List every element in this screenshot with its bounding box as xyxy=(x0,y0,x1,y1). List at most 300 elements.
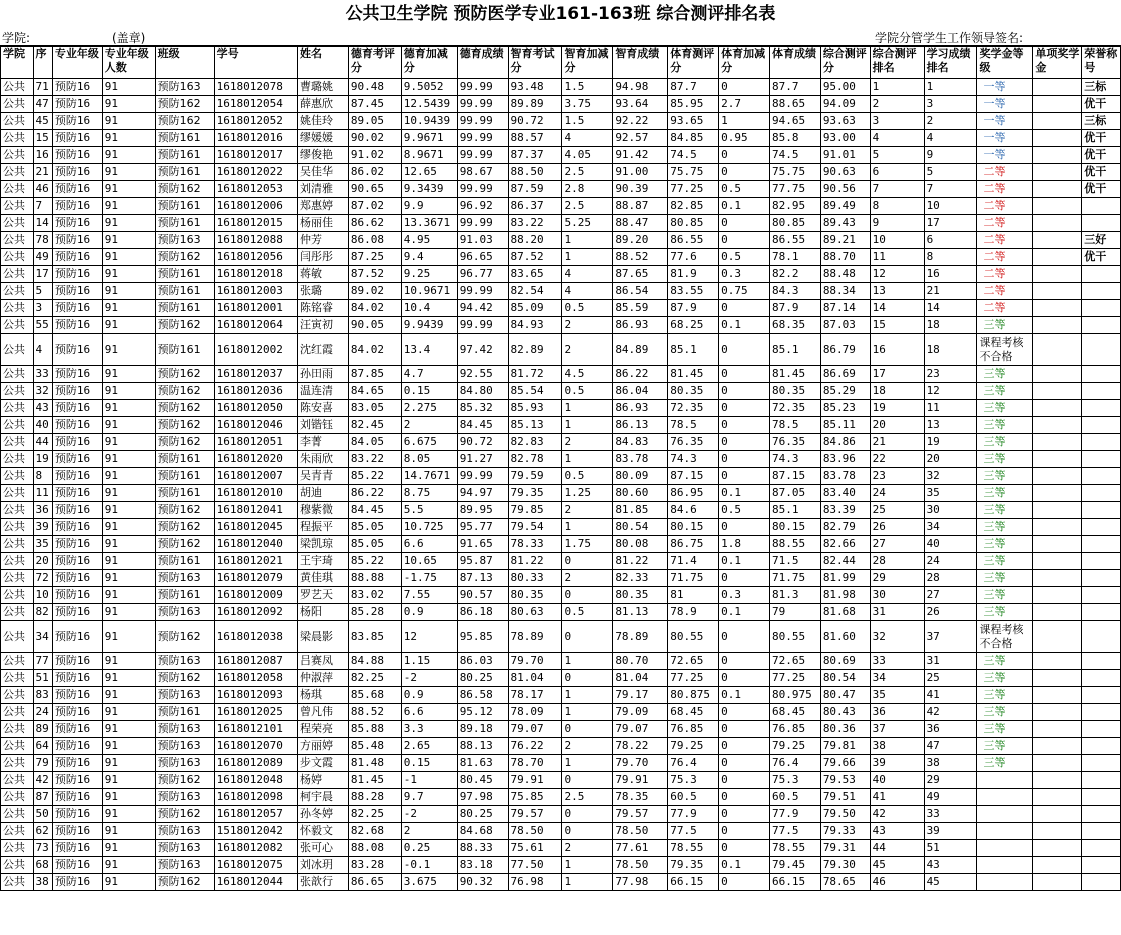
table-cell: 8.05 xyxy=(401,451,457,468)
table-cell: 86.93 xyxy=(613,400,668,417)
table-cell: 77.9 xyxy=(668,806,719,823)
table-cell: 步文霞 xyxy=(298,755,349,772)
table-cell: 51 xyxy=(33,670,52,687)
table-cell: 仲淑萍 xyxy=(298,670,349,687)
table-cell xyxy=(1033,704,1082,721)
table-cell: 80.70 xyxy=(613,653,668,670)
table-row xyxy=(1,604,1121,621)
table-cell: 三等 xyxy=(977,570,1033,587)
table-cell: 94.09 xyxy=(820,96,870,113)
table-cell: 99.99 xyxy=(457,79,508,96)
table-cell: 75.3 xyxy=(668,772,719,789)
table-cell: 预防16 xyxy=(52,249,102,266)
table-cell: 91 xyxy=(102,519,155,536)
table-cell: 预防163 xyxy=(155,232,214,249)
table-cell xyxy=(1082,451,1121,468)
table-cell: 91 xyxy=(102,468,155,485)
table-cell: 预防163 xyxy=(155,840,214,857)
table-cell: 96.92 xyxy=(457,198,508,215)
column-header: 智育考试分 xyxy=(508,47,562,79)
table-cell: 预防162 xyxy=(155,806,214,823)
table-cell: 72.35 xyxy=(668,400,719,417)
table-cell: 公共 xyxy=(1,823,34,840)
table-cell: 76.85 xyxy=(668,721,719,738)
table-cell: 83.05 xyxy=(348,400,401,417)
table-cell xyxy=(1082,738,1121,755)
table-cell: 0 xyxy=(562,621,613,653)
table-cell: 预防161 xyxy=(155,283,214,300)
table-cell: 72.65 xyxy=(769,653,820,670)
table-cell: 1618012101 xyxy=(214,721,297,738)
table-cell: 黄佳琪 xyxy=(298,570,349,587)
table-cell: -2 xyxy=(401,670,457,687)
table-cell: 刘锴钰 xyxy=(298,417,349,434)
table-cell: 16 xyxy=(33,147,52,164)
table-cell xyxy=(1033,113,1082,130)
table-cell: 91 xyxy=(102,130,155,147)
table-cell: 预防163 xyxy=(155,721,214,738)
table-cell: 1618012016 xyxy=(214,130,297,147)
table-cell: 89.02 xyxy=(348,283,401,300)
table-cell: 1618012051 xyxy=(214,434,297,451)
table-cell: 三等 xyxy=(977,587,1033,604)
table-cell: 91 xyxy=(102,198,155,215)
table-cell: 42 xyxy=(870,806,924,823)
table-cell: 80.54 xyxy=(613,519,668,536)
table-row xyxy=(1,266,1121,283)
table-cell: 79.91 xyxy=(613,772,668,789)
table-cell: 86.55 xyxy=(769,232,820,249)
table-cell: 预防16 xyxy=(52,417,102,434)
table-cell: 49 xyxy=(924,789,977,806)
table-cell: 0 xyxy=(719,334,770,366)
table-cell xyxy=(977,840,1033,857)
table-cell xyxy=(1033,249,1082,266)
table-cell: 3 xyxy=(924,96,977,113)
table-cell: 91 xyxy=(102,772,155,789)
table-cell: 0 xyxy=(719,79,770,96)
table-cell: 预防161 xyxy=(155,704,214,721)
column-header: 班级 xyxy=(155,47,214,79)
table-cell: 30 xyxy=(870,587,924,604)
table-cell: 9.25 xyxy=(401,266,457,283)
table-cell: 81.04 xyxy=(508,670,562,687)
table-cell: 78.65 xyxy=(820,874,870,891)
table-cell: 87.14 xyxy=(820,300,870,317)
table-cell: 80.55 xyxy=(769,621,820,653)
table-cell: 32 xyxy=(33,383,52,400)
table-cell: 公共 xyxy=(1,181,34,198)
table-cell: 预防162 xyxy=(155,181,214,198)
table-cell: 84.05 xyxy=(348,434,401,451)
table-row xyxy=(1,198,1121,215)
table-cell xyxy=(1033,164,1082,181)
table-cell: 66.15 xyxy=(668,874,719,891)
table-cell: 84.02 xyxy=(348,334,401,366)
table-cell xyxy=(1082,789,1121,806)
table-row xyxy=(1,283,1121,300)
column-header: 体育加减分 xyxy=(719,47,770,79)
table-cell: 0 xyxy=(719,400,770,417)
table-cell: 预防161 xyxy=(155,130,214,147)
table-cell: 78.09 xyxy=(508,704,562,721)
table-cell: 预防161 xyxy=(155,266,214,283)
table-cell: 张璐 xyxy=(298,283,349,300)
table-cell: 0 xyxy=(719,417,770,434)
table-cell: 82.68 xyxy=(348,823,401,840)
table-cell: 公共 xyxy=(1,164,34,181)
table-cell: 92.55 xyxy=(457,366,508,383)
table-cell: 张可心 xyxy=(298,840,349,857)
table-row xyxy=(1,147,1121,164)
table-cell: 79.85 xyxy=(508,502,562,519)
table-cell: 83.85 xyxy=(348,621,401,653)
table-cell: -2 xyxy=(401,806,457,823)
table-cell: 公共 xyxy=(1,366,34,383)
table-cell: 0.3 xyxy=(719,587,770,604)
table-cell xyxy=(1082,266,1121,283)
table-cell: 23 xyxy=(924,366,977,383)
table-cell: 45 xyxy=(33,113,52,130)
table-cell: 49 xyxy=(33,249,52,266)
table-cell: 80.975 xyxy=(769,687,820,704)
table-cell: 缪媛媛 xyxy=(298,130,349,147)
table-cell: 91 xyxy=(102,164,155,181)
table-cell: 0.5 xyxy=(719,502,770,519)
table-cell: 0 xyxy=(562,553,613,570)
table-cell: 10 xyxy=(924,198,977,215)
table-cell: 82.78 xyxy=(508,451,562,468)
table-row xyxy=(1,317,1121,334)
table-cell: 77.5 xyxy=(668,823,719,840)
table-cell: 三等 xyxy=(977,468,1033,485)
table-cell: 1618012093 xyxy=(214,687,297,704)
table-cell: 78.50 xyxy=(508,823,562,840)
table-cell: 1618012040 xyxy=(214,536,297,553)
table-cell: 优干 xyxy=(1082,181,1121,198)
table-cell: 预防161 xyxy=(155,198,214,215)
table-cell: 39 xyxy=(870,755,924,772)
table-cell xyxy=(1033,721,1082,738)
table-cell xyxy=(1082,383,1121,400)
table-cell: 81.45 xyxy=(348,772,401,789)
table-cell xyxy=(1082,434,1121,451)
table-cell: 60.5 xyxy=(769,789,820,806)
table-cell: 91 xyxy=(102,502,155,519)
table-cell: 三等 xyxy=(977,317,1033,334)
table-cell: 10.9439 xyxy=(401,113,457,130)
table-cell: 82.83 xyxy=(508,434,562,451)
table-cell: 0 xyxy=(719,755,770,772)
table-cell: 83.02 xyxy=(348,587,401,604)
table-cell: 1618012058 xyxy=(214,670,297,687)
table-title: 公共卫生学院 预防医学专业161-163班 综合测评排名表 xyxy=(345,4,776,24)
table-cell: 91.01 xyxy=(820,147,870,164)
table-cell: 预防163 xyxy=(155,857,214,874)
table-row xyxy=(1,164,1121,181)
table-cell: 预防16 xyxy=(52,687,102,704)
table-cell: 公共 xyxy=(1,570,34,587)
table-cell: 10.4 xyxy=(401,300,457,317)
table-cell: 79.35 xyxy=(508,485,562,502)
table-cell: 91 xyxy=(102,806,155,823)
table-cell: 预防16 xyxy=(52,164,102,181)
table-cell: 预防16 xyxy=(52,366,102,383)
table-cell: 95.77 xyxy=(457,519,508,536)
table-row xyxy=(1,823,1121,840)
table-cell: 91.42 xyxy=(613,147,668,164)
table-cell: 0 xyxy=(719,670,770,687)
table-cell: 二等 xyxy=(977,181,1033,198)
table-cell: 89.43 xyxy=(820,215,870,232)
table-cell: 3.675 xyxy=(401,874,457,891)
table-cell xyxy=(1033,215,1082,232)
table-cell: 93.64 xyxy=(613,96,668,113)
table-cell: 0 xyxy=(719,704,770,721)
table-cell: 85.1 xyxy=(668,334,719,366)
table-cell: 预防16 xyxy=(52,300,102,317)
table-cell: 4.7 xyxy=(401,366,457,383)
table-cell: 40 xyxy=(870,772,924,789)
table-cell: 88.20 xyxy=(508,232,562,249)
table-cell: 80.45 xyxy=(457,772,508,789)
table-cell: 79.25 xyxy=(769,738,820,755)
table-cell: 83.96 xyxy=(820,451,870,468)
table-cell: 0 xyxy=(719,570,770,587)
table-cell: 13 xyxy=(870,283,924,300)
table-cell: 87.03 xyxy=(820,317,870,334)
table-cell: 14.7671 xyxy=(401,468,457,485)
table-cell: 0 xyxy=(719,434,770,451)
table-cell: 1618012092 xyxy=(214,604,297,621)
table-cell: 87.52 xyxy=(508,249,562,266)
table-cell: 10 xyxy=(870,232,924,249)
table-cell: 12 xyxy=(870,266,924,283)
table-cell: 0.1 xyxy=(719,553,770,570)
table-cell: 0 xyxy=(719,621,770,653)
table-cell: 预防162 xyxy=(155,670,214,687)
table-cell: 79.57 xyxy=(508,806,562,823)
table-cell: 86.65 xyxy=(348,874,401,891)
table-cell xyxy=(1082,857,1121,874)
table-row xyxy=(1,502,1121,519)
table-row xyxy=(1,738,1121,755)
table-cell: 79.30 xyxy=(820,857,870,874)
table-cell: 84.93 xyxy=(508,317,562,334)
table-cell: 三等 xyxy=(977,604,1033,621)
table-cell: 83 xyxy=(33,687,52,704)
table-cell: 80.35 xyxy=(613,587,668,604)
table-cell: 孙田雨 xyxy=(298,366,349,383)
table-cell: 预防16 xyxy=(52,198,102,215)
table-cell xyxy=(1082,366,1121,383)
table-cell: 预防163 xyxy=(155,687,214,704)
table-cell: 88.65 xyxy=(769,96,820,113)
column-header: 综合测评分 xyxy=(820,47,870,79)
table-cell: 梁晨影 xyxy=(298,621,349,653)
table-cell: 公共 xyxy=(1,383,34,400)
column-header: 序 xyxy=(33,47,52,79)
table-cell: 三等 xyxy=(977,721,1033,738)
table-cell: 42 xyxy=(33,772,52,789)
table-cell: 2 xyxy=(401,823,457,840)
table-cell: 0 xyxy=(719,874,770,891)
table-cell: 2 xyxy=(562,738,613,755)
table-cell: 64 xyxy=(33,738,52,755)
table-cell: 78.5 xyxy=(769,417,820,434)
table-cell: 一等 xyxy=(977,113,1033,130)
table-cell: 82.79 xyxy=(820,519,870,536)
table-cell: 74.3 xyxy=(769,451,820,468)
table-cell: 18 xyxy=(870,383,924,400)
table-row xyxy=(1,570,1121,587)
table-row xyxy=(1,400,1121,417)
table-cell: 86.93 xyxy=(613,317,668,334)
table-cell: 预防162 xyxy=(155,366,214,383)
table-row xyxy=(1,232,1121,249)
table-cell: 4 xyxy=(562,130,613,147)
table-cell xyxy=(1033,772,1082,789)
table-cell xyxy=(1082,317,1121,334)
table-cell: 1 xyxy=(562,232,613,249)
table-cell: 78.50 xyxy=(613,823,668,840)
table-cell: 0.9 xyxy=(401,604,457,621)
table-cell: 三等 xyxy=(977,519,1033,536)
table-cell: 预防16 xyxy=(52,317,102,334)
column-header: 奖学金等级 xyxy=(977,47,1033,79)
table-cell: 90.72 xyxy=(508,113,562,130)
table-cell: 89.89 xyxy=(508,96,562,113)
table-cell: 1.25 xyxy=(562,485,613,502)
table-cell: 2.8 xyxy=(562,181,613,198)
table-cell: 28 xyxy=(870,553,924,570)
table-cell: 85.59 xyxy=(613,300,668,317)
table-cell: 4 xyxy=(562,283,613,300)
table-cell xyxy=(1033,198,1082,215)
table-cell: 1618012037 xyxy=(214,366,297,383)
table-cell: 80.69 xyxy=(820,653,870,670)
table-cell: 84.83 xyxy=(613,434,668,451)
table-cell: 1 xyxy=(562,755,613,772)
table-row xyxy=(1,806,1121,823)
table-cell: 30 xyxy=(924,502,977,519)
table-cell: 温连清 xyxy=(298,383,349,400)
table-cell: 预防16 xyxy=(52,383,102,400)
table-cell: 公共 xyxy=(1,96,34,113)
table-cell: 公共 xyxy=(1,400,34,417)
table-cell: 3.3 xyxy=(401,721,457,738)
column-header: 专业年级人数 xyxy=(102,47,155,79)
column-header: 专业年级 xyxy=(52,47,102,79)
table-cell: 41 xyxy=(924,687,977,704)
column-header: 学院 xyxy=(1,47,34,79)
table-cell: 预防16 xyxy=(52,485,102,502)
table-cell: 张歆行 xyxy=(298,874,349,891)
table-cell xyxy=(1082,755,1121,772)
table-cell: 穆紫微 xyxy=(298,502,349,519)
table-cell xyxy=(1033,468,1082,485)
table-cell: 80.25 xyxy=(457,806,508,823)
table-cell xyxy=(1033,232,1082,249)
table-cell xyxy=(977,806,1033,823)
table-cell: 三好 xyxy=(1082,232,1121,249)
table-cell: 蒋敏 xyxy=(298,266,349,283)
table-cell: 85.28 xyxy=(348,604,401,621)
table-cell: 1518012042 xyxy=(214,823,297,840)
table-cell xyxy=(1033,300,1082,317)
table-cell: 1618012053 xyxy=(214,181,297,198)
table-cell: 7 xyxy=(33,198,52,215)
table-cell: 31 xyxy=(870,604,924,621)
column-header: 学习成绩排名 xyxy=(924,47,977,79)
table-cell: 84.3 xyxy=(769,283,820,300)
table-cell: 88.08 xyxy=(348,840,401,857)
table-cell: 86.75 xyxy=(668,536,719,553)
table-cell: 24 xyxy=(870,485,924,502)
table-cell: 77.5 xyxy=(769,823,820,840)
table-cell: 95.00 xyxy=(820,79,870,96)
table-cell: 79.31 xyxy=(820,840,870,857)
table-row xyxy=(1,587,1121,604)
table-cell: 预防16 xyxy=(52,181,102,198)
table-cell: 91 xyxy=(102,283,155,300)
table-cell: 1618012087 xyxy=(214,653,297,670)
table-cell: 91.27 xyxy=(457,451,508,468)
table-cell: 0.1 xyxy=(719,317,770,334)
table-row xyxy=(1,519,1121,536)
table-cell: 1 xyxy=(562,519,613,536)
table-cell xyxy=(1033,451,1082,468)
table-cell: 81.68 xyxy=(820,604,870,621)
table-cell: 2 xyxy=(562,334,613,366)
table-cell: 45 xyxy=(924,874,977,891)
table-cell: 预防16 xyxy=(52,519,102,536)
table-cell: 预防16 xyxy=(52,570,102,587)
table-cell: 胡迪 xyxy=(298,485,349,502)
table-cell: 2.5 xyxy=(562,164,613,181)
table-cell: 47 xyxy=(33,96,52,113)
table-cell: 88.48 xyxy=(820,266,870,283)
table-cell: 28 xyxy=(924,570,977,587)
table-cell: 94.98 xyxy=(613,79,668,96)
column-header: 智育成绩 xyxy=(613,47,668,79)
table-cell: 2 xyxy=(562,502,613,519)
table-cell xyxy=(1033,874,1082,891)
table-cell: 51 xyxy=(924,840,977,857)
table-cell: 14 xyxy=(924,300,977,317)
table-cell: 曾凡伟 xyxy=(298,704,349,721)
table-cell xyxy=(1033,417,1082,434)
table-cell: 9.3439 xyxy=(401,181,457,198)
subheader xyxy=(0,28,1121,46)
table-cell: 25 xyxy=(924,670,977,687)
table-cell: 80.875 xyxy=(668,687,719,704)
table-cell: 三标 xyxy=(1082,79,1121,96)
table-cell: 97.42 xyxy=(457,334,508,366)
table-cell: 3.75 xyxy=(562,96,613,113)
table-cell: 7.55 xyxy=(401,587,457,604)
table-cell: 6.6 xyxy=(401,704,457,721)
table-cell xyxy=(1033,79,1082,96)
table-cell: 78 xyxy=(33,232,52,249)
table-cell: 1618012036 xyxy=(214,383,297,400)
column-header: 荣誉称号 xyxy=(1082,47,1121,79)
table-cell: 一等 xyxy=(977,96,1033,113)
table-cell: 公共 xyxy=(1,147,34,164)
table-cell xyxy=(1033,485,1082,502)
table-cell: 18 xyxy=(924,317,977,334)
table-cell: 77.25 xyxy=(668,181,719,198)
